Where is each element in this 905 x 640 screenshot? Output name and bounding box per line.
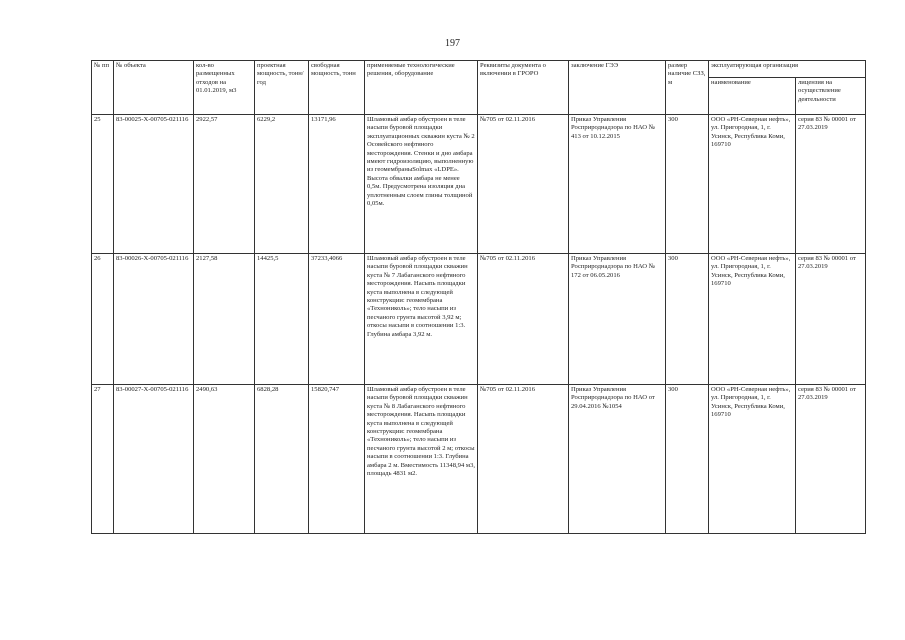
header-tech-solutions: применяемые технологические решения, оборудование	[365, 61, 478, 115]
cell-sanitary-zone: 300	[666, 115, 709, 254]
waste-registry-table	[91, 60, 866, 534]
cell-operator-name: ООО «РН-Северная нефть», ул. Пригородная, 1, г. Усинск, Республика Коми, 169710	[709, 115, 796, 254]
header-document-details: Реквизиты документа о включении в ГРОРО	[478, 61, 569, 115]
cell-design-capacity: 14425,5	[255, 254, 309, 385]
header-free-capacity: свободная мощность, тонн	[309, 61, 365, 115]
header-operator: эксплуатирующая организация	[709, 61, 866, 78]
header-waste-amount: кол-во размещенных отходов на 01.01.2019, м3	[194, 61, 255, 115]
page-number: 197	[445, 38, 460, 49]
cell-license: серия 83 № 00001 от 27.03.2019	[796, 115, 866, 254]
cell-num: 25	[92, 115, 114, 254]
header-object-num: № объекта	[114, 61, 194, 115]
cell-license: серия 83 № 00001 от 27.03.2019	[796, 385, 866, 534]
header-sanitary-zone: размер наличие СЗЗ, м	[666, 61, 709, 115]
cell-waste-amount: 2490,63	[194, 385, 255, 534]
cell-object-num: 83-00025-Х-00705-021116	[114, 115, 194, 254]
header-operator-name: наименование	[709, 78, 796, 115]
header-license: лицензия на осуществление деятельности	[796, 78, 866, 115]
header-design-capacity: проектная мощность, тонн/год	[255, 61, 309, 115]
cell-tech-solutions: Шламовый амбар обустроен в теле насыпи буровой площадки эксплуатационных скважин куста № 2 Осовейского нефтяного месторождения. Стенки и дно амбара имеют гидроизоляцию, выполненную из геомембраныSolmax «LDPE». Высота обвалки амбара не менее 0,5м. Предусмотрена изоляция дна уплотненным слоем глины толщиной 0,05м.	[365, 115, 478, 254]
cell-num: 26	[92, 254, 114, 385]
cell-free-capacity: 37233,4066	[309, 254, 365, 385]
cell-num: 27	[92, 385, 114, 534]
cell-operator-name: ООО «РН-Северная нефть», ул. Пригородная, 1, г. Усинск, Республика Коми, 169710	[709, 385, 796, 534]
cell-sanitary-zone: 300	[666, 254, 709, 385]
cell-gee-conclusion: Приказ Управления Росприроднадзора по НАО № 413 от 10.12.2015	[569, 115, 666, 254]
cell-tech-solutions: Шламовый амбар обустроен в теле насыпи буровой площадки скважин куста № 8 Лабаганского нефтяного месторождения. Насыпь площадки куста выполнена в следующей конструкции: геомембрана «Технониколь»; тело насыпи из песчаного грунта высотой 2 м; откосы насыпи в соотношении 1:3. Глубина амбара 2 м. Вместимость 11348,94 м3, площадь 4831 м2.	[365, 385, 478, 534]
cell-object-num: 83-00026-Х-00705-021116	[114, 254, 194, 385]
cell-gee-conclusion: Приказ Управления Росприроднадзора по НАО от 29.04.2016 №1054	[569, 385, 666, 534]
cell-waste-amount: 2922,57	[194, 115, 255, 254]
table-row	[92, 115, 866, 254]
cell-object-num: 83-00027-Х-00705-021116	[114, 385, 194, 534]
cell-tech-solutions: Шламовый амбар обустроен в теле насыпи буровой площадки скважин куста № 7 Лабаганского нефтяного месторождения. Насыпь площадки куста выполнена в следующей конструкции: геомембрана «Технониколь»; тело насыпи из песчаного грунта высотой 3,92 м; откосы насыпи в соотношении 1:3. Глубина амбара 3,92 м.	[365, 254, 478, 385]
cell-operator-name: ООО «РН-Северная нефть», ул. Пригородная, 1, г. Усинск, Республика Коми, 169710	[709, 254, 796, 385]
cell-license: серия 83 № 00001 от 27.03.2019	[796, 254, 866, 385]
cell-gee-conclusion: Приказ Управления Росприроднадзора по НАО № 172 от 06.05.2016	[569, 254, 666, 385]
cell-free-capacity: 13171,96	[309, 115, 365, 254]
cell-design-capacity: 6828,28	[255, 385, 309, 534]
cell-document-details: №705 от 02.11.2016	[478, 385, 569, 534]
cell-free-capacity: 15820,747	[309, 385, 365, 534]
cell-waste-amount: 2127,58	[194, 254, 255, 385]
table-row	[92, 254, 866, 385]
cell-design-capacity: 6229,2	[255, 115, 309, 254]
cell-sanitary-zone: 300	[666, 385, 709, 534]
table-row	[92, 385, 866, 534]
header-gee-conclusion: заключение ГЭЭ	[569, 61, 666, 115]
header-num: № пп	[92, 61, 114, 115]
cell-document-details: №705 от 02.11.2016	[478, 115, 569, 254]
cell-document-details: №705 от 02.11.2016	[478, 254, 569, 385]
table-header-row	[92, 61, 866, 78]
